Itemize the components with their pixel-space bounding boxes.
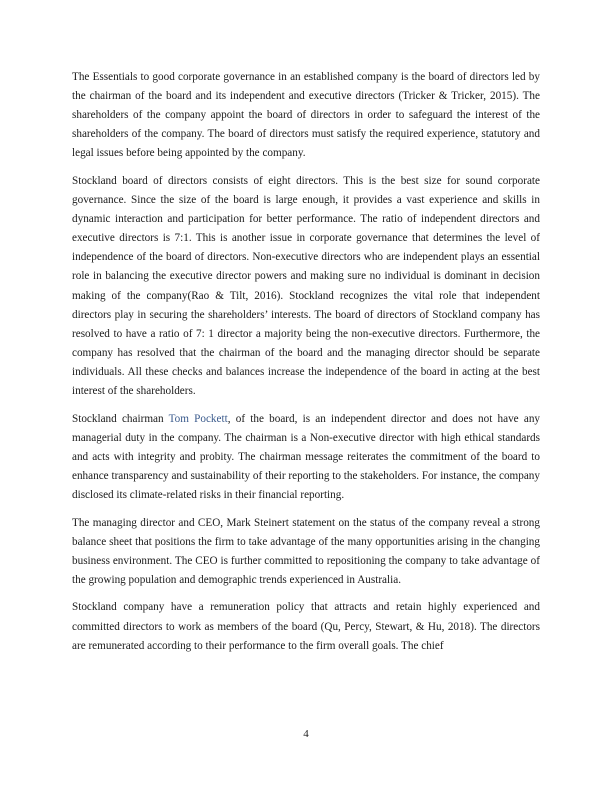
paragraph-remuneration: Stockland company have a remuneration policy that attracts and retain highly experienced and committed directors to work as members of the board (Qu, Percy, Stewart, & Hu, 2018). The directors are remunerated according to their performance to the firm overall goals. The chief <box>72 601 540 652</box>
chairman-name: Tom Pockett <box>168 412 228 425</box>
paragraph-chairman <box>72 410 540 505</box>
paragraph-ceo: The managing director and CEO, Mark Steinert statement on the status of the company reveal a strong balance sheet that positions the firm to take advantage of the many opportunities arising in the changing business environment. The CEO is further committed to repositioning the company to take advantage of the growing population and demographic trends experienced in Australia. <box>72 516 540 586</box>
paragraph-board-composition: Stockland board of directors consists of eight directors. This is the best size for sound corporate governance. Since the size of the board is large enough, it provides a vast experience and skills in dynamic interaction and participation for better performance. The ratio of independent directors and executive directors is 7:1. This is another issue in corporate governance that determines the level of independence of the board of directors. Non-executive directors who are independent plays an essential role in balancing the executive director powers and making sure no individual is dominant in decision making of the company(Rao & Tilt, 2016). Stockland recognizes the vital role that independent directors play in securing the shareholders’ interests. The board of directors of Stockland company has resolved to have a ratio of 7: 1 director a majority being the non-executive directors. Furthermore, the company has resolved that the chairman of the board and the managing director should be separate individuals. All these checks and balances increase the independence of the board in acting at the best interest of the shareholders. <box>72 174 540 397</box>
chairman-prefix: Stockland chairman <box>72 412 169 425</box>
chairman-suffix: , of the board, is an independent director and does not have any managerial duty in the company. The chairman is a Non-executive director with high ethical standards and acts with integrity and probity. The chairman message reiterates the commitment of the board to enhance transparency and sustainability of their reporting to the stakeholders. For instance, the company disclosed its climate-related risks in their financial reporting. <box>72 412 541 501</box>
body-text <box>72 68 540 664</box>
page-number: 4 <box>303 728 309 740</box>
paragraph-board-essentials: The Essentials to good corporate governance in an established company is the board of directors led by the chairman of the board and its independent and executive directors (Tricker & Tricker, 2015). The shareholders of the company appoint the board of directors in order to safeguard the interest of the shareholders of the company. The board of directors must satisfy the required experience, statutory and legal issues before being appointed by the company. <box>72 71 540 160</box>
